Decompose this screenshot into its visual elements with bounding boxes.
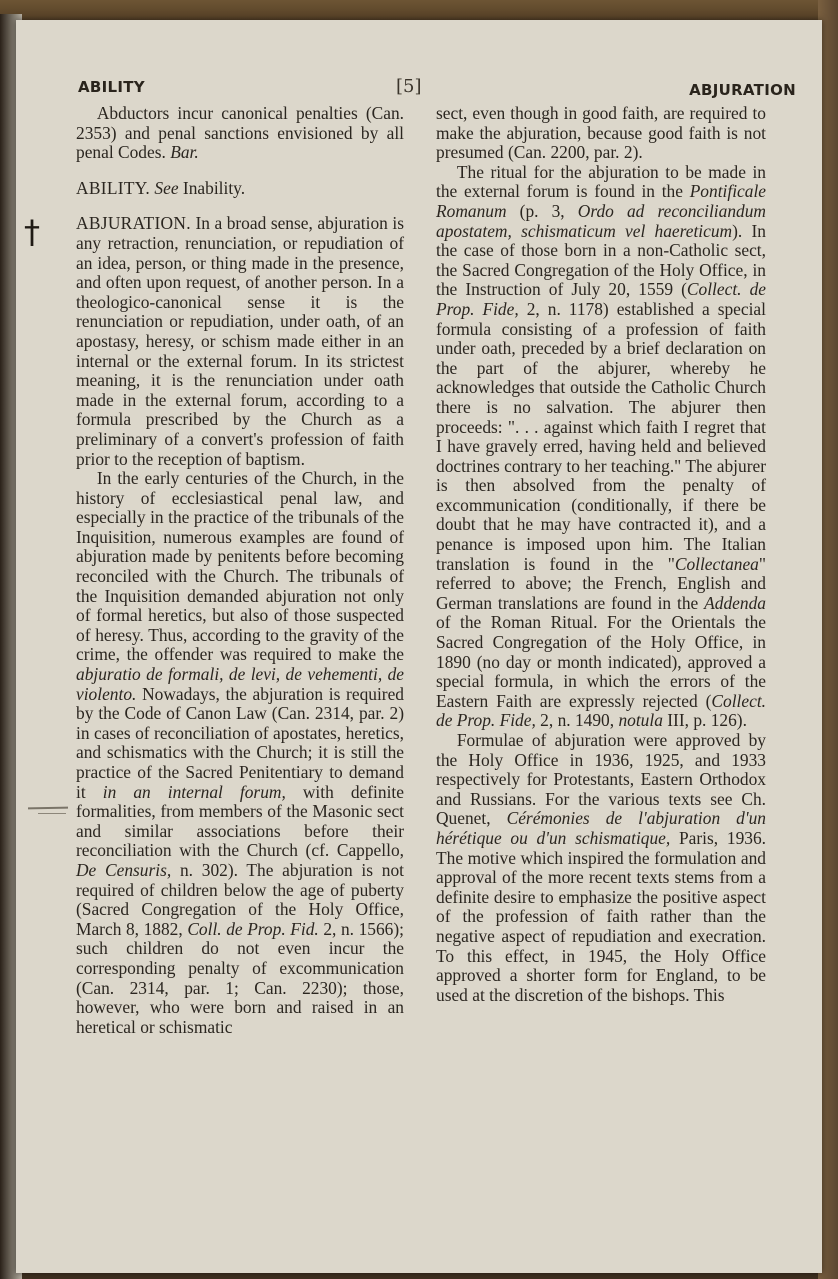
right-column xyxy=(436,104,766,1005)
ritual-paragraph: The ritual for the abjuration to be made in the external forum is found in the Pontificale Romanum (p. 3, Ordo ad reconciliandum apostatem, schismaticum vel haereticum). In the case of those born in a non-Catholic sect, the Sacred Congregation of the Holy Office, in the Instruction of July 20, 1559 (Collect. de Prop. Fide, 2, n. 1178) established a special formula consisting of a profession of faith under oath, preceded by a brief declaration on the part of the abjurer, whereby he acknowledges that outside the Catholic Church there is no salvation. The abjurer then proceeds: ". . . against which faith I regret that I have gravely erred, having held and believed doctrines contrary to her teaching." The abjurer is then absolved from the penalty of excommunication (conditionally, if there be doubt that he may have contracted it), and a penance is imposed upon him. The Italian translation is found in the "Collectanea" referred to above; the French, English and German translations are found in the Addenda of the Roman Ritual. For the Orientals the Sacred Congregation of the Holy Office, in 1890 (no day or month indicated), approved a special formula, in which the errors of the Eastern Faith are expressly rejected (Collect. de Prop. Fide, 2, n. 1490, notula III, p. 126). xyxy=(436,161,766,731)
pencil-margin-mark-secondary xyxy=(38,813,66,814)
left-column xyxy=(76,104,404,1037)
abjuration-paragraph-2: In the early centuries of the Church, in the history of ecclesiastical penal law, and especially in the practice of the tribunals of the Inquisition, numerous examples are found of abjuration made by penitents before becoming reconciled with the Church. The tribunals of the Inquisition demanded abjuration not only of formal heretics, but also of those suspected of heresy. Thus, according to the gravity of the crime, the offender was required to make the abjuratio de formali, de levi, de vehementi, de violento. Nowadays, the abjuration is required by the Code of Canon Law (Can. 2314, par. 2) in cases of reconciliation of apostates, heretics, and schismatics with the Church; it is still the practice of the Sacred Penitentiary to demand it in an internal forum, with definite formalities, from members of the Masonic sect and similar associations before their reconciliation with the Church (cf. Cappello, De Censuris, n. 302). The abjuration is not required of children below the age of puberty (Sacred Congregation of the Holy Office, March 8, 1882, Coll. de Prop. Fid. 2, n. 1566); such children do not even incur the corresponding penalty of excommunication (Can. 2314, par. 1; Can. 2230); those, however, who were born and raised in an heretical or schismatic xyxy=(76,468,404,1037)
ability-entry: ABILITY. See Inability. xyxy=(76,177,246,198)
formulae-paragraph: Formulae of abjuration were approved by the Holy Office in 1936, 1925, and 1933 respectively for Protestants, Eastern Orthodox and Russians. For the various texts see Ch. Quenet, Cérémonies de l'abjuration d'un hérétique ou d'un schismatique, Paris, 1936. The motive which inspired the formulation and approval of the more recent texts stems from a definite desire to emphasize the positive aspect of the profession of faith rather than the negative aspect of repudiation and execration. To this effect, in 1945, the Holy Office approved a shorter form for England, to be used at the discretion of the bishops. This xyxy=(436,730,766,1005)
abjuration-paragraph-1: ABJURATION. In a broad sense, abjuration is any retraction, renunciation, or repudiation of an idea, person, or thing made in the presence, and often upon request, of another person. In a theologico-canonical sense it is the renunciation or repudiation, under oath, of an apostasy, heresy, or schism made either in an internal or the external forum. In its strictest meaning, it is the renunciation under oath made in the external forum, according to a formula prescribed by the Church as a preliminary of a convert's profession of faith prior to the reception of baptism. xyxy=(76,213,404,469)
running-head-left: ABILITY xyxy=(78,78,145,96)
pencil-margin-mark xyxy=(28,807,68,810)
ability-cross-reference: Inability. xyxy=(182,177,246,198)
book-page xyxy=(16,20,822,1273)
page-number: [5] xyxy=(396,76,422,97)
ability-headword: ABILITY. xyxy=(76,177,151,198)
running-head xyxy=(76,76,796,106)
continuation-paragraph: sect, even though in good faith, are required to make the abjuration, because good faith is not presumed (Can. 2200, par. 2). xyxy=(436,103,766,163)
abductors-paragraph: Abductors incur canonical penalties (Can. 2353) and penal sanctions envisioned by all penal Codes. Bar. xyxy=(76,103,404,163)
abjuration-headword: ABJURATION. xyxy=(76,213,191,234)
running-head-right: ABJURATION xyxy=(689,81,796,99)
handwritten-cross-mark: † xyxy=(24,213,40,251)
